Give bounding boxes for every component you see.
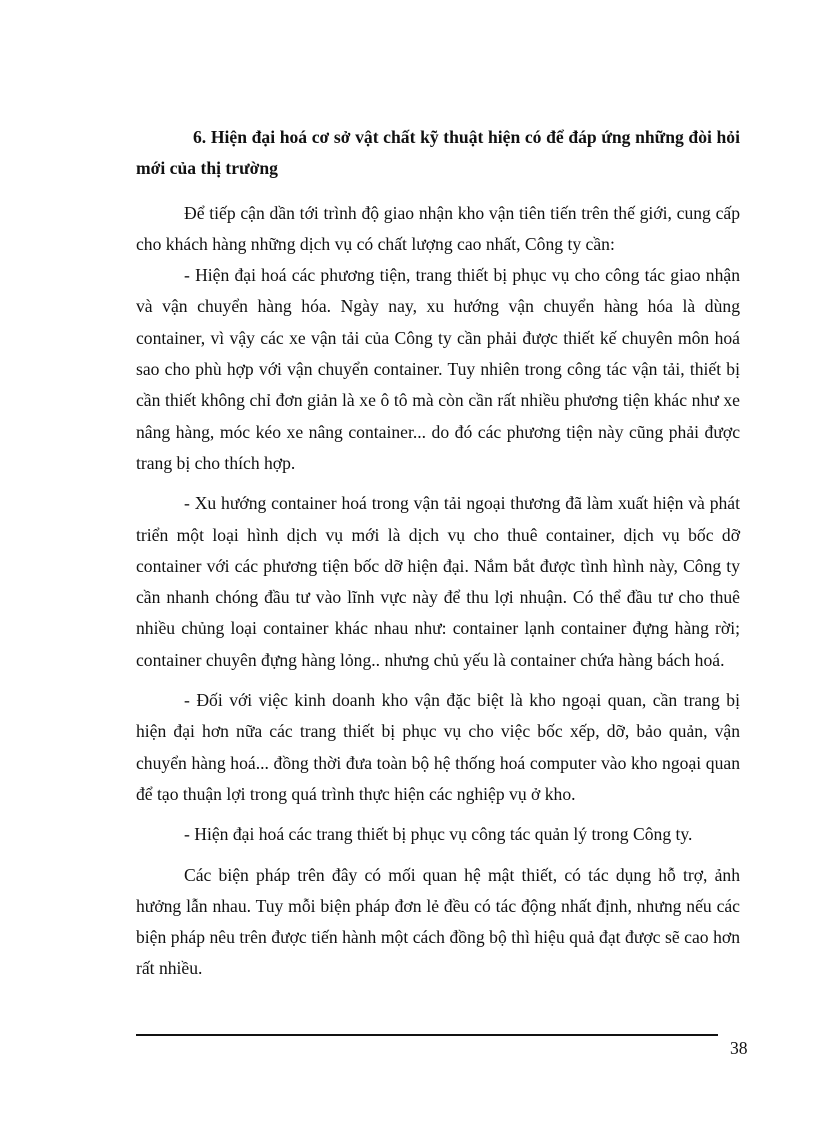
page-content (136, 122, 740, 985)
section-heading: 6. Hiện đại hoá cơ sở vật chất kỹ thuật hiện có để đáp ứng những đòi hỏi mới của thị trường (136, 127, 740, 179)
page-number: 38 (730, 1038, 748, 1058)
paragraph-conclusion: Các biện pháp trên đây có mối quan hệ mật thiết, có tác dụng hỗ trợ, ảnh hưởng lẫn nhau. Tuy mỗi biện pháp đơn lẻ đều có tác động nhất định, nhưng nếu các biện pháp nêu trên được tiến hành một cách đồng bộ thì hiệu quả đạt được sẽ cao hơn rất nhiều. (136, 864, 740, 979)
paragraph-bonded-warehouse: - Đối với việc kinh doanh kho vận đặc biệt là kho ngoại quan, cần trang bị hiện đại hơn nữa các trang thiết bị phục vụ cho việc bốc xếp, dỡ, bảo quản, vận chuyển hàng hoá... đồng thời đưa toàn bộ hệ thống hoá computer vào kho ngoại quan để tạo thuận lợi trong quá trình thực hiện các nghiệp vụ ở kho. (136, 690, 740, 804)
footer-rule (136, 1034, 718, 1036)
paragraph-transport-equipment: - Hiện đại hoá các phương tiện, trang thiết bị phục vụ cho công tác giao nhận và vận chuyển hàng hóa. Ngày nay, xu hướng vận chuyển hàng hóa là dùng container, vì vậy các xe vận tải của Công ty cần phải được thiết kế chuyên môn hoá sao cho phù hợp với vận chuyển container. Tuy nhiên trong công tác vận tải, thiết bị cần thiết không chỉ đơn giản là xe ô tô mà còn cần rất nhiều phương tiện khác như xe nâng hàng, móc kéo xe nâng container... do đó các phương tiện này cũng phải được trang bị cho thích hợp. (136, 265, 740, 473)
paragraph-intro: Để tiếp cận dần tới trình độ giao nhận kho vận tiên tiến trên thế giới, cung cấp cho khách hàng những dịch vụ có chất lượng cao nhất, Công ty cần: (136, 202, 740, 254)
paragraph-management-equipment: - Hiện đại hoá các trang thiết bị phục vụ công tác quản lý trong Công ty. (184, 824, 693, 845)
paragraph-container-services: - Xu hướng container hoá trong vận tải ngoại thương đã làm xuất hiện và phát triển một loại hình dịch vụ mới là dịch vụ cho thuê container, dịch vụ bốc dỡ container với các phương tiện bốc dỡ hiện đại. Nắm bắt được tình hình này, Công ty cần nhanh chóng đầu tư vào lĩnh vực này để thu lợi nhuận. Có thể đầu tư cho thuê nhiều chủng loại container khác nhau như: container lạnh container đựng hàng rời; container chuyên đựng hàng lỏng.. nhưng chủ yếu là container chứa hàng bách hoá. (136, 493, 740, 670)
